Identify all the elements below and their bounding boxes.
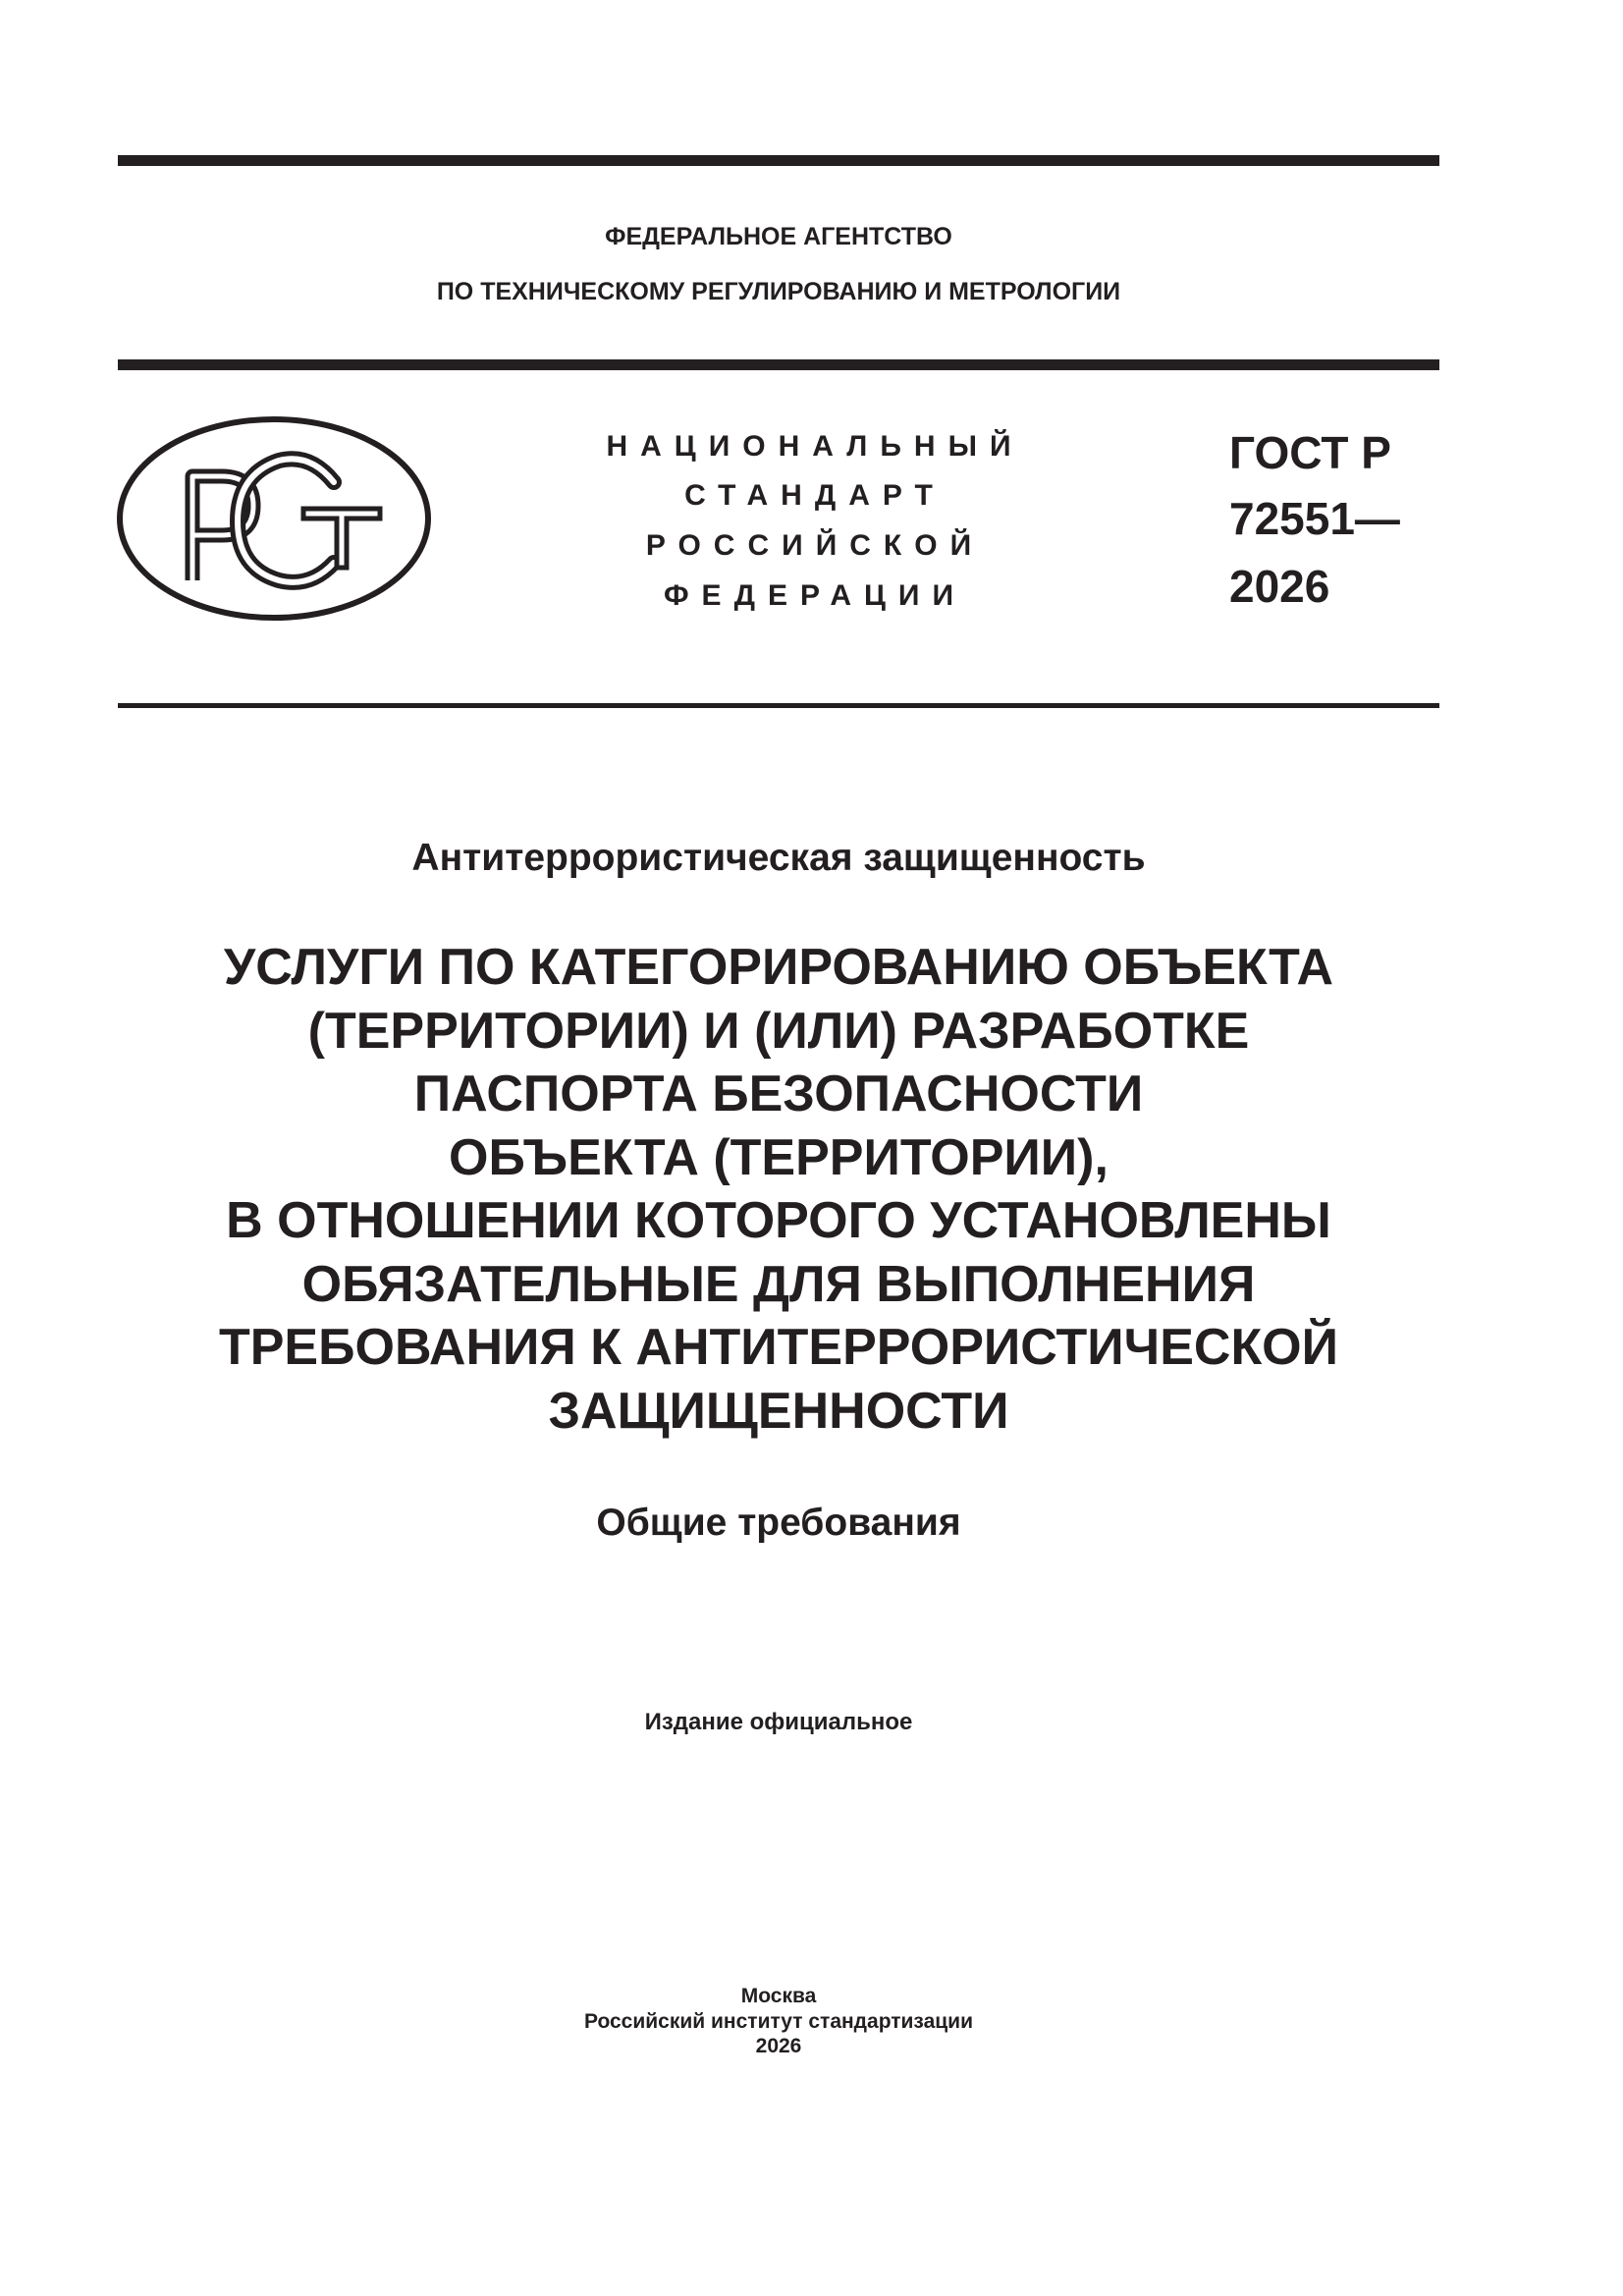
standard-type-line-4: ФЕДЕРАЦИИ: [663, 579, 967, 612]
designation-line-1: ГОСТ Р: [1229, 427, 1391, 478]
imprint-year: 2026: [755, 2035, 802, 2057]
document-title: [98, 936, 1459, 1443]
agency-name-line-1: ФЕДЕРАЛЬНОЕ АГЕНТСТВО: [605, 223, 952, 250]
general-requirements-subtitle: Общие требования: [596, 1502, 961, 1544]
designation-rule: [118, 703, 1439, 708]
title-line: ПАСПОРТА БЕЗОПАСНОСТИ: [413, 1066, 1144, 1122]
title-line: ЗАЩИЩЕННОСТИ: [548, 1382, 1009, 1440]
title-line: ТРЕБОВАНИЯ К АНТИТЕРРОРИСТИЧЕСКОЙ: [218, 1319, 1338, 1376]
agency-name-line-2: ПО ТЕХНИЧЕСКОМУ РЕГУЛИРОВАНИЮ И МЕТРОЛОГИИ: [436, 278, 1121, 305]
title-line: В ОТНОШЕНИИ КОТОРОГО УСТАНОВЛЕНЫ: [226, 1192, 1331, 1249]
title-line: (ТЕРРИТОРИИ) И (ИЛИ) РАЗРАБОТКЕ: [307, 1002, 1250, 1060]
designation-line-2: 72551—: [1229, 493, 1400, 544]
designation-line-3: 2026: [1229, 561, 1330, 612]
title-line: УСЛУГИ ПО КАТЕГОРИРОВАНИЮ ОБЪЕКТА: [223, 939, 1334, 996]
subject-heading: Антитеррористическая защищенность: [411, 837, 1146, 879]
header-rule: [118, 359, 1439, 370]
standard-type-line-3: РОССИЙСКОЙ: [645, 529, 985, 562]
rst-certification-mark-icon: [116, 415, 432, 622]
top-rule: [118, 155, 1439, 166]
standard-type-line-2: СТАНДАРТ: [684, 479, 946, 512]
edition-note: Издание официальное: [644, 1709, 913, 1735]
title-line: ОБЯЗАТЕЛЬНЫЕ ДЛЯ ВЫПОЛНЕНИЯ: [301, 1255, 1256, 1313]
standard-type-line-1: НАЦИОНАЛЬНЫЙ: [606, 430, 1024, 463]
imprint-publisher: Российский институт стандартизации: [583, 2010, 974, 2033]
imprint-city: Москва: [740, 1985, 817, 2007]
title-line: ОБЪЕКТА (ТЕРРИТОРИИ),: [449, 1128, 1109, 1186]
